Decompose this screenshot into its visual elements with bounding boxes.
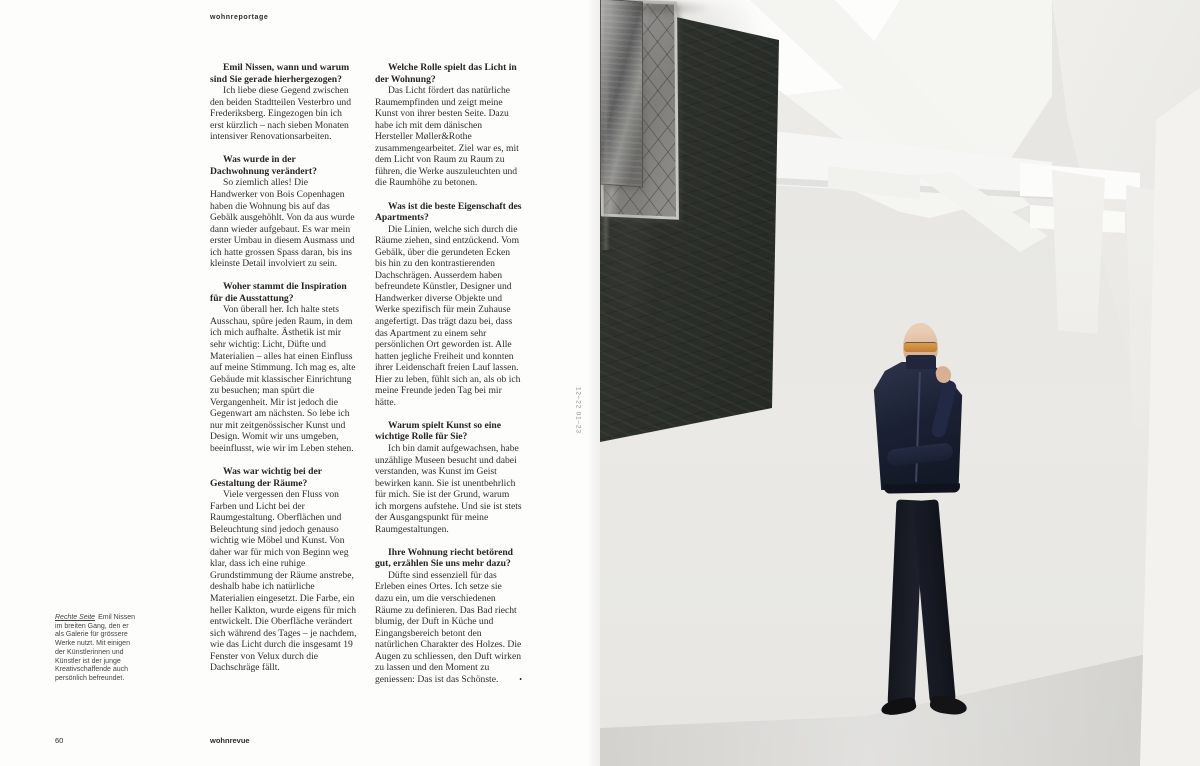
qa-block	[375, 547, 522, 686]
interview-answer: Von überall her. Ich halte stets Ausschau, spüre jeden Raum, in dem ich mich aufhalte. Ästhetik ist mir sehr wichtig: Licht, Düfte und Materialien – alles hat einen Einfluss auf meine Stimmung. Ich mag es, alte Gebäude mit klassischer Einrichtung zu besuchen; man spürt die Vergangenheit. Mir ist jedoch die Gegenwart am nächsten. So lebe ich nur mit zeitgenössischer Kunst und Design. Womit wir uns umgeben, beeinflusst, wie wir im Leben stehen.	[210, 304, 356, 454]
qa-block	[375, 201, 522, 409]
text-column-1	[210, 62, 357, 685]
page-fold-shadow	[586, 0, 600, 766]
interview-answer: Ich liebe diese Gegend zwischen den beiden Stadtteilen Vesterbro und Frederiksberg. Eingezogen bin ich erst kürzlich – nach sieben Monaten intensiver Renovationsarbeiten.	[210, 85, 352, 143]
caption-text: Emil Nissen im breiten Gang, den er als Galerie für grössere Werke nutzt. Mit einigen der Künstlerinnen und Künstler ist der junge Kreativschaffende auch persönlich befreundet.	[55, 614, 136, 682]
interview-answer: Die Linien, welche sich durch die Räume ziehen, sind entzückend. Vom Gebälk, über die gerundeten Ecken bis hin zu den kontrastierenden Dachschrägen. Ausserdem haben befreundete Künstler, Designer und Handwerker diverse Objekte und Werke spezifisch für mein Zuhause angefertigt. Das trägt dazu bei, dass das Apartment zu einem sehr persönlichen Ort geworden ist. Alle hatten jegliche Freiheit und konnten ihrer Leidenschaft freien Lauf lassen. Hier zu leben, fühlt sich an, als ob ich meine Freunde jeden Tag bei mir hätte.	[375, 223, 521, 408]
qa-block	[210, 281, 357, 454]
qa-block	[375, 62, 522, 189]
interview-answer: Das Licht fördert das natürliche Raumempfinden und zeigt meine Kunst von ihrer besten Seite. Dazu habe ich mit dem dänischen Hersteller Møller&Rothe zusammengearbeitet. Ziel war es, mit dem Licht von Raum zu Raum zu führen, die Werke auszuleuchten und die Raumhöhe zu betonen.	[375, 85, 519, 189]
interview-answer	[375, 570, 522, 685]
interview-question: Welche Rolle spielt das Licht in der Wohnung?	[375, 62, 517, 85]
interview-question: Was wurde in der Dachwohnung verändert?	[210, 154, 317, 177]
page-number: 60	[55, 736, 64, 745]
photo-caption	[55, 614, 137, 684]
man-jacket-collar	[906, 355, 936, 369]
interview-question: Was ist die beste Eigenschaft des Apartments?	[375, 200, 522, 224]
interview-question: Warum spielt Kunst so eine wichtige Rolle für Sie?	[375, 419, 502, 443]
qa-block	[210, 62, 357, 143]
full-page-photo	[600, 0, 1200, 766]
feet-floor-shadow	[600, 0, 714, 16]
interview-answer: So ziemlich alles! Die Handwerker von Bois Copenhagen haben die Wohnung bis auf das Gebälk ausgehöhlt. Von da aus wurde dann wieder aufgebaut. Es war mein erster Umbau in diesem Ausmass und ich hatte grossen Spass daran, bis ins kleinste Detail involviert zu sein.	[210, 177, 355, 270]
interview-question: Woher stammt die Inspiration für die Ausstattung?	[210, 281, 347, 304]
interview-answer: Viele vergessen den Fluss von Farben und Licht bei der Raumgestaltung. Oberflächen und Beleuchtung sind jedoch genauso wichtig wie Möbel und Kunst. Von daher war für mich von Beginn weg klar, dass ich eine ruhige Grundstimmung der Räume anstrebe, deshalb habe ich natürliche Materialien eingesetzt. Die Farbe, ein heller Kalkton, wurde eigens für mich entwickelt. Die Oberfläche verändert sich während des Tages – je nachdem, wie das Licht durch die insgesamt 19 Fenster von Velux durch die Dachschräge fällt.	[210, 489, 357, 674]
man-wall-shadow	[600, 0, 652, 360]
section-label: wohnreportage	[210, 14, 269, 21]
interview-question: Ihre Wohnung riecht betörend gut, erzählen Sie uns mehr dazu?	[375, 546, 514, 570]
interview-question: Was war wichtig bei der Gestaltung der Räume?	[210, 466, 322, 489]
qa-block	[210, 154, 357, 269]
caption-lead: Rechte Seite	[55, 614, 96, 621]
magazine-spread: wohnreportage Emil Nissen, wann und warum sind Sie gerade hierhergezogen? Ich liebe diese Gegend zwischen den beiden Stadtteilen Vesterbro und Frederiksberg. Eingezogen bin ich erst kürzlich – nach sieben Monaten intensiver Renovationsarbeiten. Was wurde in der Dachwohnung verändert? So ziemlich alles! Die Handwerker von Bois Copenhagen haben die Wohnung bis auf das Gebälk ausgehöhlt. Von da aus wurde dann wieder aufgebaut. Es war mein erster Umbau in diesem Ausmass und ich hatte grossen Spass daran, bis ins kleinste Detail involviert zu sein. Woher stammt die Inspiration für die Ausstattung? Von überall her. Ich halte stets Ausschau, spüre jeden Raum, in dem ich mich aufhalte. Ästhetik ist mir sehr wichtig: Licht, Düfte und Materialien – alles hat einen Einfluss auf meine Stimmung. Ich mag es, alte Gebäude mit klassischer Einrichtung zu besuchen; man spürt die Vergangenheit. Mir ist jedoch die Gegenwart am nächsten. So lebe ich nur mit zeitgenössischer Kunst und Design. Womit wir uns umgeben, beeinflusst, wie wir im Leben stehen. Was war wichtig bei der Gestaltung der Räume? Viele vergessen den Fluss von Farben und Licht bei der Raumgestaltung. Oberflächen und Beleuchtung sind jedoch genauso wichtig wie Möbel und Kunst. Von daher war für mich von Beginn weg klar, dass ich eine ruhige Grundstimmung der Räume anstrebe, deshalb habe ich natürliche Materialien eingesetzt. Die Farbe, ein heller Kalkton, wurde eigens für mich entwickelt. Die Oberfläche verändert sich während des Tages – je nachdem, wie das Licht durch die insgesamt 19 Fenster von Velux durch die Dachschräge fällt. Welche Rolle spielt das Licht in der Wohnung? Das Licht fördert das natürliche Raumempfinden und zeigt meine Kunst von ihrer besten Seite. Dazu habe ich mit dem dänischen Hersteller Møller&Rothe zusammengearbeitet. Ziel war es, mit dem Licht von Raum zu Raum zu führen, die Werke auszuleuchten und die Raumhöhe zu betonen. Was ist die beste Eigenschaft des Apartments? Die Linien, welche sich durch die Räume ziehen, sind entzückend. Vom Gebälk, über die gerundeten Ecken bis hin zu den kontrastierenden Dachschrägen. Ausserdem haben befreundete Künstler, Designer und Handwerker diverse Objekte und Werke spezifisch für mein Zuhause angefertigt. Das trägt dazu bei, dass das Apartment zu einem sehr persönlichen Ort geworden ist. Alle hatten jegliche Freiheit und konnten ihrer Leidenschaft freien Lauf lassen. Hier zu leben, fühlt sich an, als ob ich meine Freunde jeden Tag bei mir hätte. Warum spielt Kunst so eine wichtige Rolle für Sie? Ich bin damit aufgewachsen, habe unzählige Museen besucht und dabei verstanden, was Kunst im Geist bewirken kann. Sie ist unentbehrlich für mich. Sie ist der Grund, warum ich morgens aufstehe. Und sie ist stets der Ausgangspunkt für meine Raumgestaltungen. Ihre Wohnung riecht betörend gut, erzählen Sie uns mehr dazu? Düfte sind essenziell für das Erleben eines Ortes. Ich setze sie dazu ein, um die verschiedenen Räume zu definieren. Das Bad riecht blumig, der Duft in Küche und Eingangsbereich betont den natürlichen Charakter des Holzes. Die Augen zu schliessen, den Duft wirken zu lassen und den Moment zu geniessen: Das ist das Schönste. • Rechte Seite Emil Nissen im breiten Gang, den er als Galerie für grössere Werke nutzt. Mit einigen der Künstlerinnen und Künstler ist der junge Kreativschaffende auch persönlich befreundet. 60 wohnrevue 12–22 01–23	[0, 0, 1200, 766]
end-of-article-mark: •	[519, 674, 522, 684]
man-amber-glasses	[904, 342, 937, 352]
text-column-2	[375, 62, 522, 697]
footer-brand: wohnrevue	[210, 736, 250, 745]
interview-question: Emil Nissen, wann und warum sind Sie gerade hierhergezogen?	[210, 62, 350, 85]
qa-block	[375, 420, 522, 535]
man-jacket-hem	[884, 483, 960, 493]
answer-text: Düfte sind essenziell für das Erleben eines Ortes. Ich setze sie dazu ein, um die verschiedenen Räume zu definieren. Das Bad riecht blumig, der Duft in Küche und Eingangsbereich betont den natürlichen Charakter des Holzes. Die Augen zu schliessen, den Duft wirken zu lassen und den Moment zu geniessen: Das ist das Schönste.	[375, 569, 522, 685]
interview-answer: Ich bin damit aufgewachsen, habe unzählige Museen besucht und dabei verstanden, was Kunst im Geist bewirken kann. Sie ist unentbehrlich für mich. Sie ist der Grund, warum ich morgens aufstehe. Und sie ist stets der Ausgangspunkt für meine Raumgestaltungen.	[375, 442, 522, 535]
qa-block	[210, 466, 357, 674]
